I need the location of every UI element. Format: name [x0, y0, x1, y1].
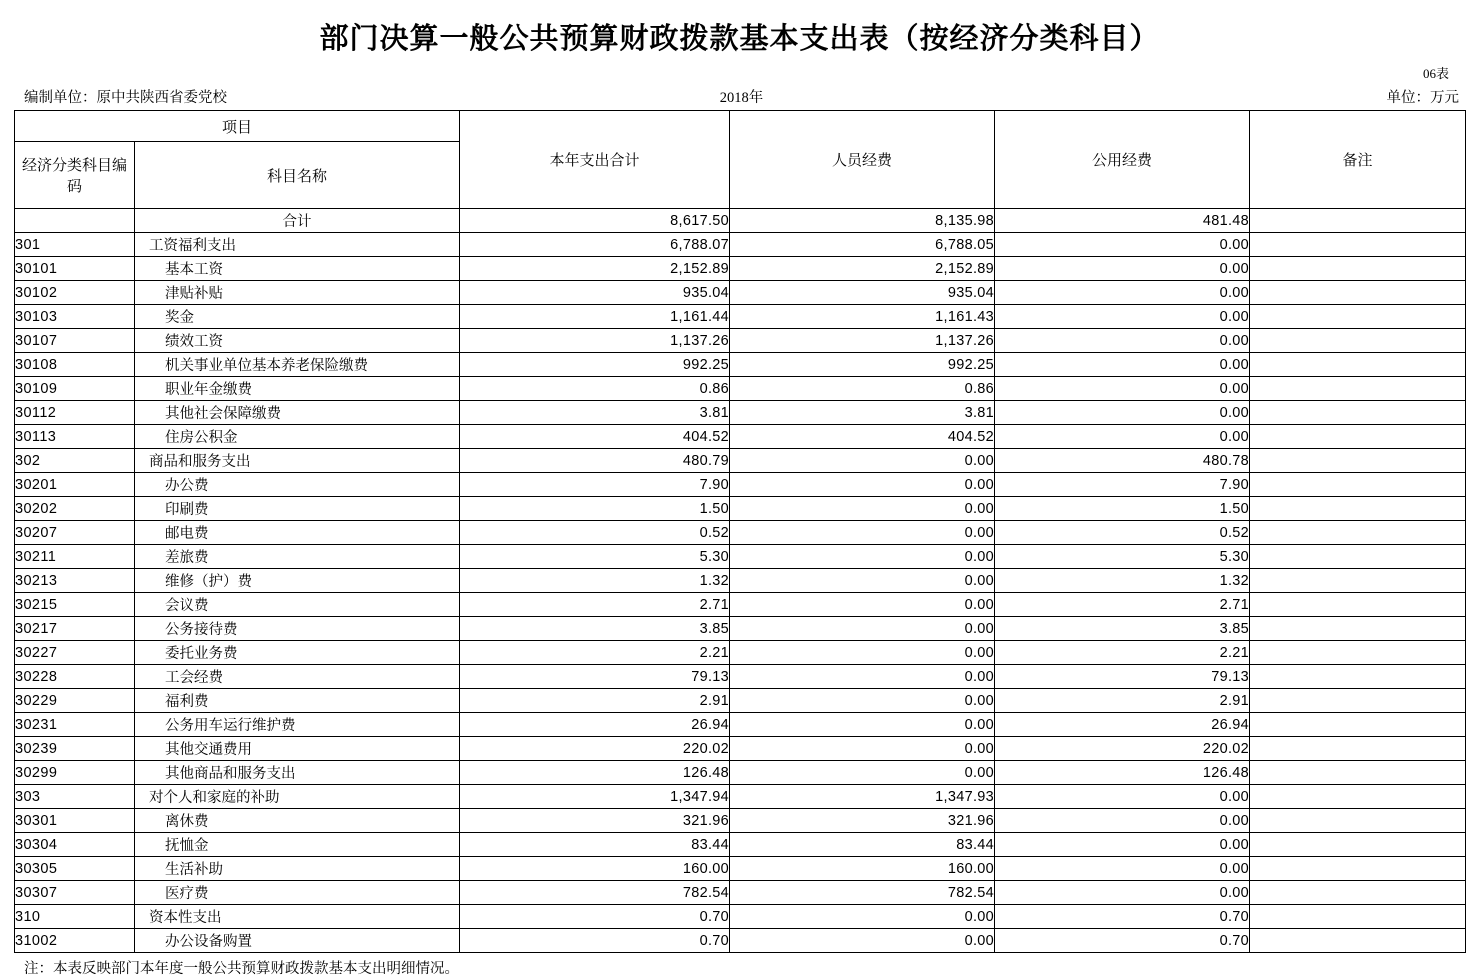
cell-total: 26.94 [460, 713, 730, 737]
cell-subject-name: 其他社会保障缴费 [135, 401, 460, 425]
cell-note [1250, 857, 1466, 881]
cell-public: 0.00 [995, 881, 1250, 905]
cell-total: 935.04 [460, 281, 730, 305]
header-personnel: 人员经费 [730, 111, 995, 209]
cell-total: 480.79 [460, 449, 730, 473]
cell-public: 0.00 [995, 809, 1250, 833]
table-row [15, 425, 1466, 449]
cell-note [1250, 401, 1466, 425]
cell-subject-name: 工会经费 [135, 665, 460, 689]
page-title: 部门决算一般公共预算财政拨款基本支出表（按经济分类科目） [319, 23, 1160, 55]
cell-personnel: 782.54 [730, 881, 995, 905]
cell-subject-name: 其他交通费用 [135, 737, 460, 761]
cell-subject-name: 职业年金缴费 [135, 377, 460, 401]
cell-note [1250, 761, 1466, 785]
cell-subject-name: 奖金 [135, 305, 460, 329]
cell-note [1250, 689, 1466, 713]
cell-code: 30113 [15, 425, 135, 449]
cell-code: 30239 [15, 737, 135, 761]
table-row [15, 353, 1466, 377]
cell-note [1250, 209, 1466, 233]
cell-total: 1.50 [460, 497, 730, 521]
cell-code: 30217 [15, 617, 135, 641]
cell-personnel: 0.00 [730, 473, 995, 497]
cell-subject-name: 基本工资 [135, 257, 460, 281]
cell-code: 30112 [15, 401, 135, 425]
compiling-unit: 编制单位：原中共陕西省委党校 [24, 90, 227, 106]
cell-code: 30109 [15, 377, 135, 401]
cell-total: 321.96 [460, 809, 730, 833]
cell-code: 30207 [15, 521, 135, 545]
cell-personnel: 0.00 [730, 449, 995, 473]
cell-total: 220.02 [460, 737, 730, 761]
cell-code: 30107 [15, 329, 135, 353]
cell-total: 160.00 [460, 857, 730, 881]
cell-note [1250, 809, 1466, 833]
cell-subject-name: 工资福利支出 [135, 233, 460, 257]
cell-subject-name: 医疗费 [135, 881, 460, 905]
cell-note [1250, 329, 1466, 353]
table-row [15, 737, 1466, 761]
cell-public: 2.91 [995, 689, 1250, 713]
cell-total: 2.71 [460, 593, 730, 617]
table-row [15, 905, 1466, 929]
cell-total: 0.52 [460, 521, 730, 545]
cell-total: 0.70 [460, 905, 730, 929]
cell-personnel: 992.25 [730, 353, 995, 377]
cell-subject-name: 维修（护）费 [135, 569, 460, 593]
fiscal-year: 2018年 [719, 90, 764, 106]
table-row [15, 833, 1466, 857]
cell-personnel: 1,137.26 [730, 329, 995, 353]
cell-public: 0.00 [995, 305, 1250, 329]
cell-code: 30299 [15, 761, 135, 785]
table-row [15, 617, 1466, 641]
cell-public: 2.21 [995, 641, 1250, 665]
cell-public: 0.00 [995, 353, 1250, 377]
cell-personnel: 1,161.43 [730, 305, 995, 329]
cell-public: 0.00 [995, 257, 1250, 281]
cell-subject-name: 离休费 [135, 809, 460, 833]
cell-public: 0.00 [995, 785, 1250, 809]
cell-code: 30102 [15, 281, 135, 305]
cell-personnel: 83.44 [730, 833, 995, 857]
table-row [15, 233, 1466, 257]
cell-note [1250, 881, 1466, 905]
cell-personnel: 0.86 [730, 377, 995, 401]
table-row [15, 329, 1466, 353]
table-row [15, 473, 1466, 497]
table-row [15, 521, 1466, 545]
cell-total: 5.30 [460, 545, 730, 569]
table-row [15, 689, 1466, 713]
cell-note [1250, 473, 1466, 497]
cell-personnel: 0.00 [730, 641, 995, 665]
cell-public: 7.90 [995, 473, 1250, 497]
table-row [15, 401, 1466, 425]
cell-code: 30211 [15, 545, 135, 569]
cell-note [1250, 281, 1466, 305]
cell-code: 30101 [15, 257, 135, 281]
cell-personnel: 1,347.93 [730, 785, 995, 809]
cell-note [1250, 833, 1466, 857]
cell-personnel: 935.04 [730, 281, 995, 305]
table-row [15, 713, 1466, 737]
cell-personnel: 6,788.05 [730, 233, 995, 257]
cell-note [1250, 449, 1466, 473]
cell-subject-name: 绩效工资 [135, 329, 460, 353]
cell-public: 0.00 [995, 377, 1250, 401]
cell-code: 30229 [15, 689, 135, 713]
cell-note [1250, 257, 1466, 281]
cell-total: 404.52 [460, 425, 730, 449]
cell-subject-name: 合计 [135, 209, 460, 233]
cell-total: 2.91 [460, 689, 730, 713]
cell-code: 30227 [15, 641, 135, 665]
table-row [15, 209, 1466, 233]
cell-note [1250, 569, 1466, 593]
cell-subject-name: 津贴补贴 [135, 281, 460, 305]
table-row [15, 929, 1466, 953]
cell-total: 1,347.94 [460, 785, 730, 809]
cell-personnel: 0.00 [730, 737, 995, 761]
cell-public: 0.52 [995, 521, 1250, 545]
cell-total: 1,161.44 [460, 305, 730, 329]
cell-public: 3.85 [995, 617, 1250, 641]
cell-subject-name: 对个人和家庭的补助 [135, 785, 460, 809]
cell-public: 1.32 [995, 569, 1250, 593]
cell-subject-name: 邮电费 [135, 521, 460, 545]
cell-total: 0.86 [460, 377, 730, 401]
cell-total: 3.81 [460, 401, 730, 425]
table-row [15, 257, 1466, 281]
cell-public: 220.02 [995, 737, 1250, 761]
cell-personnel: 0.00 [730, 569, 995, 593]
cell-note [1250, 521, 1466, 545]
table-row [15, 857, 1466, 881]
cell-personnel: 0.00 [730, 665, 995, 689]
cell-subject-name: 委托业务费 [135, 641, 460, 665]
table-row [15, 641, 1466, 665]
cell-public: 5.30 [995, 545, 1250, 569]
cell-note [1250, 929, 1466, 953]
cell-personnel: 160.00 [730, 857, 995, 881]
cell-personnel: 0.00 [730, 593, 995, 617]
cell-total: 1,137.26 [460, 329, 730, 353]
table-row [15, 761, 1466, 785]
cell-personnel: 0.00 [730, 521, 995, 545]
table-row [15, 449, 1466, 473]
cell-subject-name: 住房公积金 [135, 425, 460, 449]
cell-total: 1.32 [460, 569, 730, 593]
cell-personnel: 8,135.98 [730, 209, 995, 233]
cell-note [1250, 905, 1466, 929]
cell-subject-name: 公务用车运行维护费 [135, 713, 460, 737]
cell-code: 30213 [15, 569, 135, 593]
cell-code [15, 209, 135, 233]
cell-personnel: 2,152.89 [730, 257, 995, 281]
cell-code: 31002 [15, 929, 135, 953]
header-public: 公用经费 [995, 111, 1250, 209]
cell-code: 302 [15, 449, 135, 473]
header-name: 科目名称 [135, 142, 460, 209]
header-group-project: 项目 [15, 111, 460, 142]
cell-code: 30231 [15, 713, 135, 737]
cell-public: 480.78 [995, 449, 1250, 473]
cell-total: 782.54 [460, 881, 730, 905]
cell-public: 1.50 [995, 497, 1250, 521]
table-row [15, 497, 1466, 521]
table-row [15, 281, 1466, 305]
cell-public: 0.00 [995, 401, 1250, 425]
cell-subject-name: 差旅费 [135, 545, 460, 569]
table-row [15, 785, 1466, 809]
cell-personnel: 0.00 [730, 929, 995, 953]
cell-subject-name: 机关事业单位基本养老保险缴费 [135, 353, 460, 377]
cell-subject-name: 办公费 [135, 473, 460, 497]
cell-total: 7.90 [460, 473, 730, 497]
table-row [15, 809, 1466, 833]
cell-code: 30202 [15, 497, 135, 521]
cell-public: 0.00 [995, 425, 1250, 449]
cell-public: 0.70 [995, 929, 1250, 953]
cell-code: 30305 [15, 857, 135, 881]
cell-public: 26.94 [995, 713, 1250, 737]
cell-total: 2,152.89 [460, 257, 730, 281]
cell-total: 992.25 [460, 353, 730, 377]
table-row [15, 545, 1466, 569]
cell-code: 30228 [15, 665, 135, 689]
cell-personnel: 3.81 [730, 401, 995, 425]
cell-note [1250, 737, 1466, 761]
cell-total: 0.70 [460, 929, 730, 953]
cell-public: 0.00 [995, 833, 1250, 857]
cell-subject-name: 资本性支出 [135, 905, 460, 929]
cell-code: 30307 [15, 881, 135, 905]
cell-subject-name: 福利费 [135, 689, 460, 713]
cell-note [1250, 641, 1466, 665]
cell-total: 83.44 [460, 833, 730, 857]
cell-code: 30103 [15, 305, 135, 329]
cell-subject-name: 生活补助 [135, 857, 460, 881]
cell-code: 30108 [15, 353, 135, 377]
cell-subject-name: 抚恤金 [135, 833, 460, 857]
cell-note [1250, 665, 1466, 689]
table-row [15, 881, 1466, 905]
cell-public: 481.48 [995, 209, 1250, 233]
cell-note [1250, 233, 1466, 257]
amount-unit: 单位：万元 [1386, 90, 1459, 106]
cell-subject-name: 会议费 [135, 593, 460, 617]
cell-subject-name: 办公设备购置 [135, 929, 460, 953]
cell-personnel: 0.00 [730, 761, 995, 785]
cell-public: 2.71 [995, 593, 1250, 617]
table-row [15, 665, 1466, 689]
cell-code: 30215 [15, 593, 135, 617]
cell-subject-name: 商品和服务支出 [135, 449, 460, 473]
cell-code: 30201 [15, 473, 135, 497]
cell-personnel: 321.96 [730, 809, 995, 833]
cell-note [1250, 497, 1466, 521]
cell-total: 3.85 [460, 617, 730, 641]
cell-code: 310 [15, 905, 135, 929]
header-note: 备注 [1250, 111, 1466, 209]
cell-note [1250, 377, 1466, 401]
cell-public: 0.00 [995, 857, 1250, 881]
cell-note [1250, 425, 1466, 449]
header-code: 经济分类科目编码 [15, 142, 135, 209]
cell-note [1250, 305, 1466, 329]
cell-code: 30301 [15, 809, 135, 833]
sheet-number: 06表 [1422, 66, 1449, 81]
cell-public: 0.70 [995, 905, 1250, 929]
cell-public: 0.00 [995, 329, 1250, 353]
cell-personnel: 0.00 [730, 713, 995, 737]
cell-note [1250, 617, 1466, 641]
cell-note [1250, 545, 1466, 569]
cell-total: 8,617.50 [460, 209, 730, 233]
cell-total: 2.21 [460, 641, 730, 665]
cell-personnel: 404.52 [730, 425, 995, 449]
cell-personnel: 0.00 [730, 497, 995, 521]
header-total: 本年支出合计 [460, 111, 730, 209]
cell-subject-name: 其他商品和服务支出 [135, 761, 460, 785]
cell-personnel: 0.00 [730, 905, 995, 929]
footnote: 注：本表反映部门本年度一般公共预算财政拨款基本支出明细情况。 [24, 961, 459, 977]
cell-note [1250, 593, 1466, 617]
cell-note [1250, 713, 1466, 737]
table-body [15, 209, 1466, 953]
cell-public: 0.00 [995, 233, 1250, 257]
table-row [15, 305, 1466, 329]
cell-personnel: 0.00 [730, 689, 995, 713]
document-meta [14, 86, 1465, 110]
cell-public: 79.13 [995, 665, 1250, 689]
cell-code: 301 [15, 233, 135, 257]
table-header [15, 111, 1466, 209]
cell-subject-name: 印刷费 [135, 497, 460, 521]
cell-personnel: 0.00 [730, 545, 995, 569]
cell-code: 30304 [15, 833, 135, 857]
cell-total: 126.48 [460, 761, 730, 785]
cell-total: 79.13 [460, 665, 730, 689]
cell-public: 0.00 [995, 281, 1250, 305]
budget-table [14, 110, 1466, 953]
cell-subject-name: 公务接待费 [135, 617, 460, 641]
table-row [15, 593, 1466, 617]
cell-note [1250, 353, 1466, 377]
table-row [15, 569, 1466, 593]
table-row [15, 377, 1466, 401]
cell-personnel: 0.00 [730, 617, 995, 641]
cell-total: 6,788.07 [460, 233, 730, 257]
cell-note [1250, 785, 1466, 809]
cell-public: 126.48 [995, 761, 1250, 785]
cell-code: 303 [15, 785, 135, 809]
